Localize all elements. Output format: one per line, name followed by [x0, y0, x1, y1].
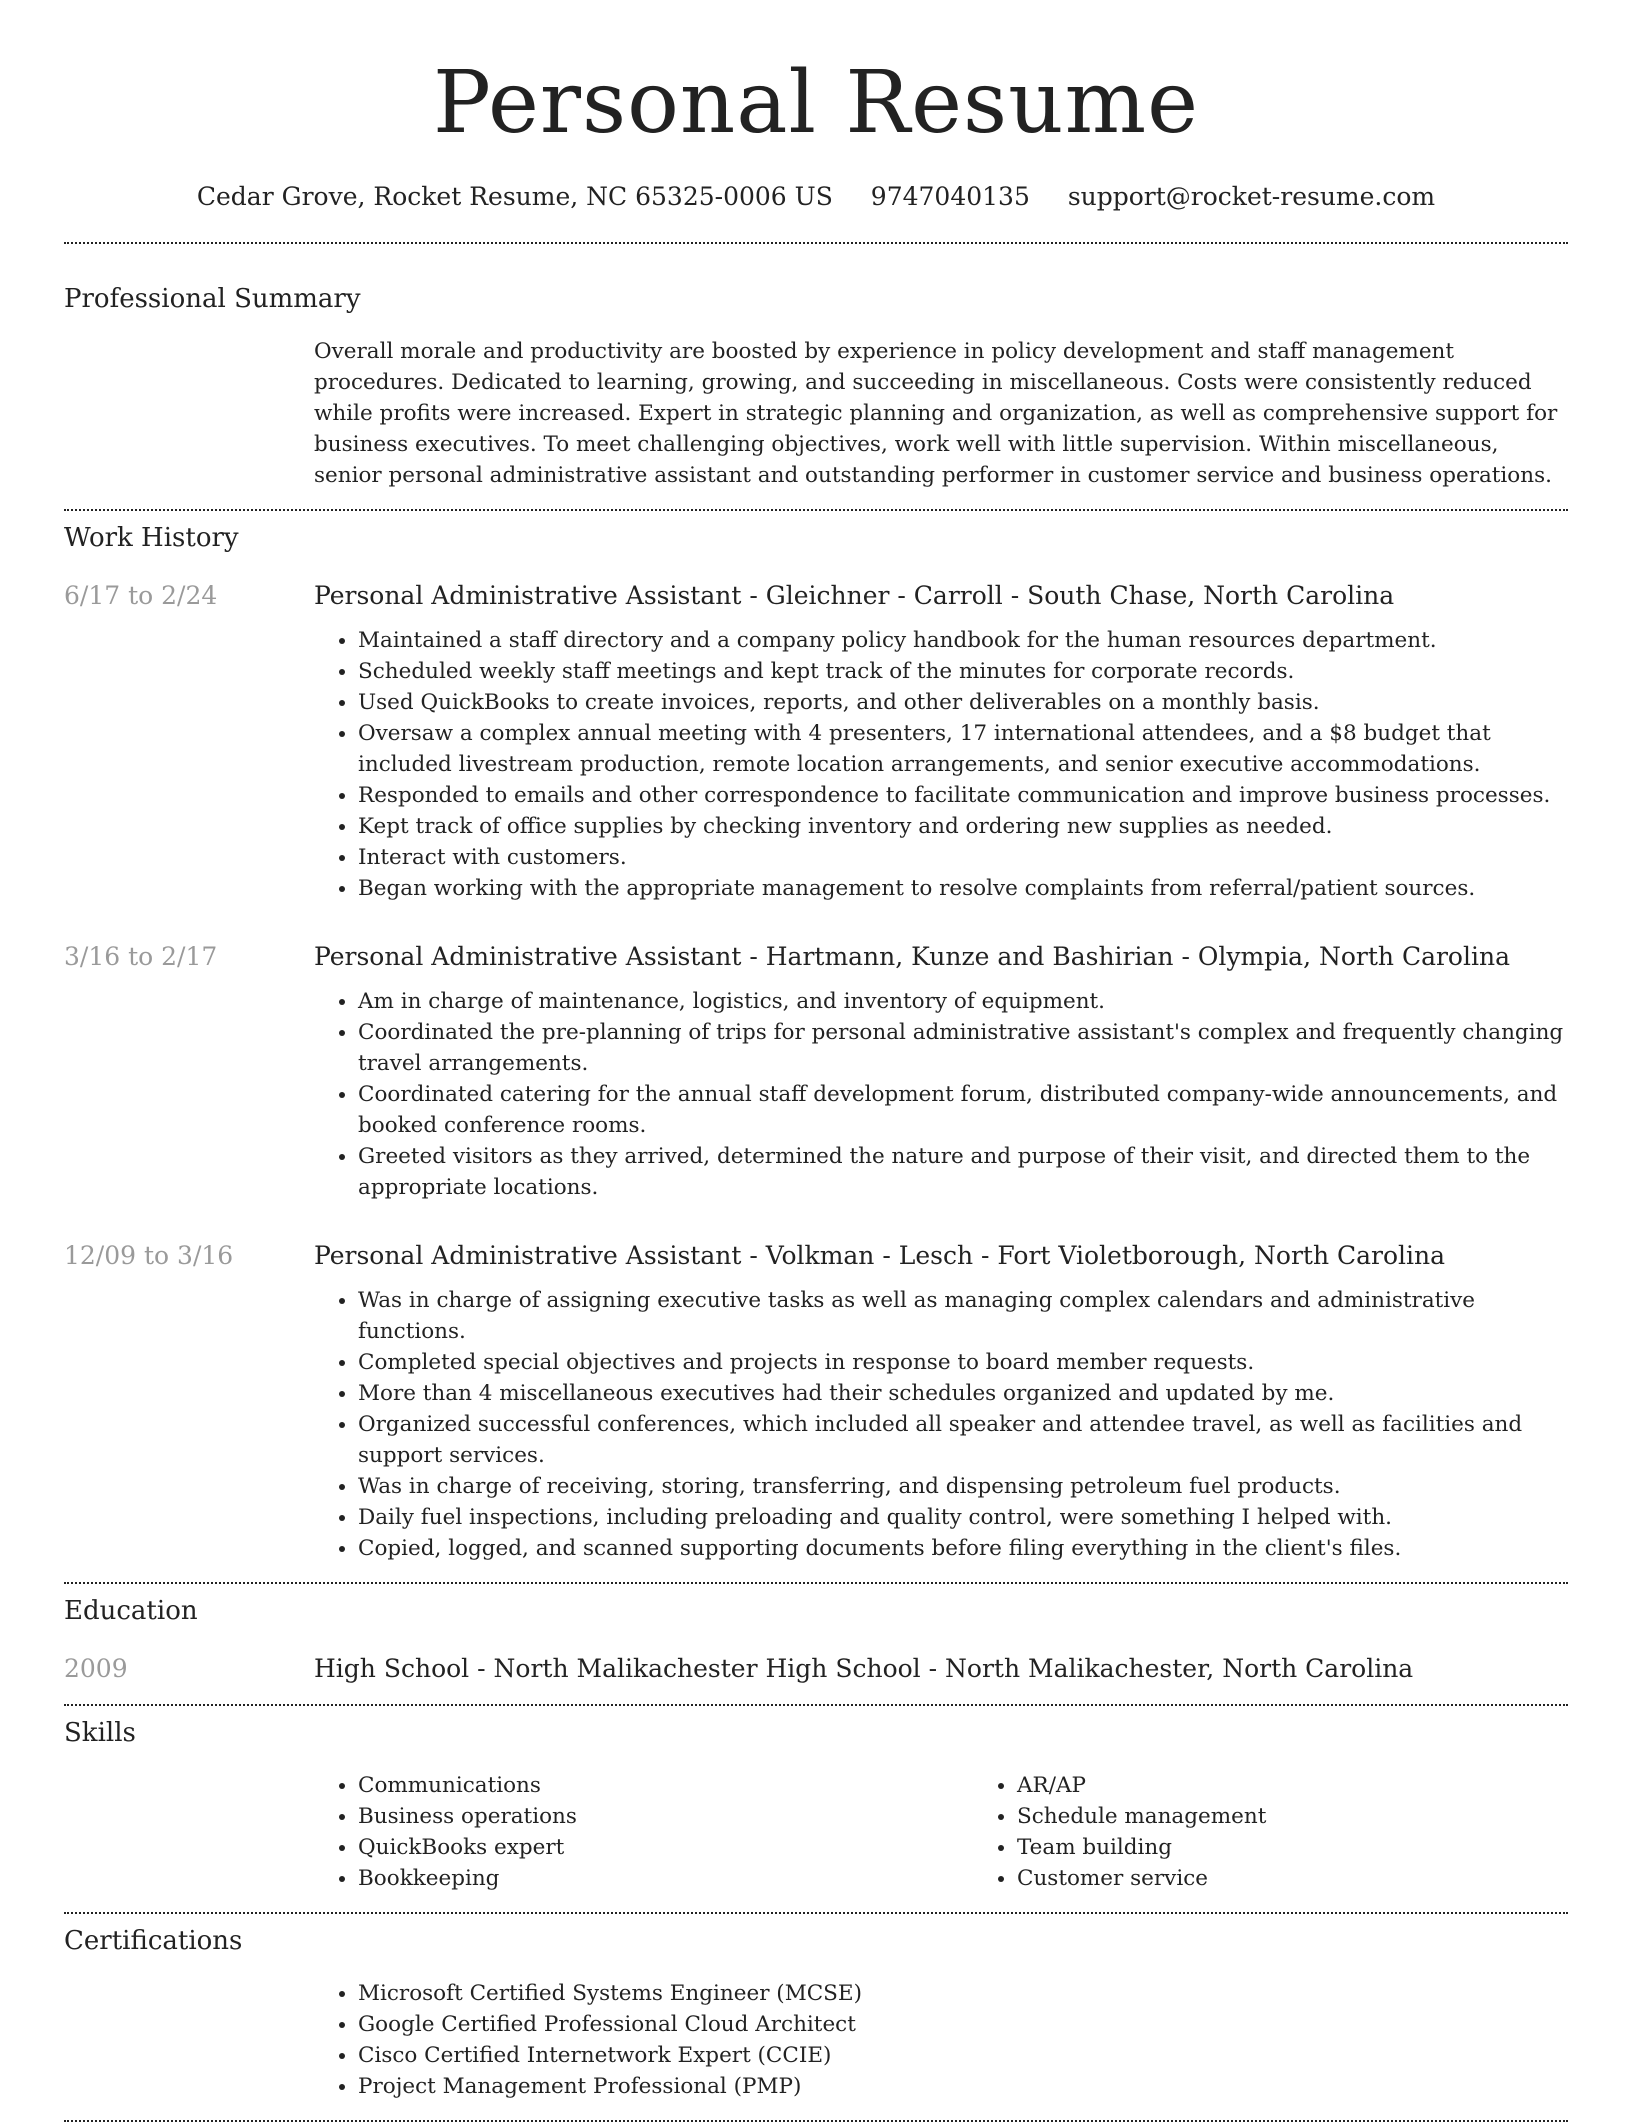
divider: [64, 1912, 1568, 1914]
job-title: Personal Administrative Assistant - Gleichner - Carroll - South Chase, North Carolina: [314, 581, 1395, 610]
section-heading: Certifications: [64, 1926, 243, 1956]
job-bullets: [314, 625, 1568, 904]
certification-item: • Cisco Certified Internetwork Expert (CCIE): [358, 2040, 1568, 2071]
certifications-section: [64, 1924, 1568, 2102]
job-bullets: [314, 1285, 1568, 1564]
certification-item: • Microsoft Certified Systems Engineer (MCSE): [358, 1978, 1568, 2009]
work-history-section: [64, 521, 1568, 1564]
education-year: 2009: [64, 1654, 128, 1683]
skill-item: • Team building: [1017, 1832, 1632, 1863]
skills-list-1: [314, 1770, 973, 1894]
job-bullet: • Was in charge of assigning executive tasks as well as managing complex calendars and administrative functions.: [358, 1285, 1568, 1347]
address: Cedar Grove, Rocket Resume, NC 65325-0006 US: [196, 182, 833, 211]
job-bullet: • Copied, logged, and scanned supporting documents before filing everything in the client's files.: [358, 1533, 1568, 1564]
skill-item: • Bookkeeping: [358, 1863, 973, 1894]
job-bullet: • Kept track of office supplies by checking inventory and ordering new supplies as needed.: [358, 811, 1568, 842]
job-bullet: • Daily fuel inspections, including preloading and quality control, were something I helped with.: [358, 1502, 1568, 1533]
job-bullet: • Began working with the appropriate management to resolve complaints from referral/patient sources.: [358, 873, 1568, 904]
skill-item: • Schedule management: [1017, 1801, 1632, 1832]
section-heading: Professional Summary: [64, 284, 361, 314]
certification-item: • Project Management Professional (PMP): [358, 2071, 1568, 2102]
job-bullet: • Oversaw a complex annual meeting with 4 presenters, 17 international attendees, and a $8 budget that included livestream production, remote location arrangements, and senior executive accommodations.: [358, 718, 1568, 780]
summary-section: [64, 282, 1568, 491]
job-entry: [64, 940, 1568, 1203]
job-title: Personal Administrative Assistant - Hartmann, Kunze and Bashirian - Olympia, North Carolina: [314, 942, 1510, 971]
job-entry: [64, 579, 1568, 904]
certification-item: • Google Certified Professional Cloud Architect: [358, 2009, 1568, 2040]
skill-item: • AR/AP: [1017, 1770, 1632, 1801]
job-bullet: • Completed special objectives and projects in response to board member requests.: [358, 1347, 1568, 1378]
skill-item: • Customer service: [1017, 1863, 1632, 1894]
job-dates: 12/09 to 3/16: [64, 1241, 234, 1270]
job-bullet: • Scheduled weekly staff meetings and kept track of the minutes for corporate records.: [358, 656, 1568, 687]
certifications-list: [314, 1978, 1568, 2102]
job-title: Personal Administrative Assistant - Volkman - Lesch - Fort Violetborough, North Carolina: [314, 1241, 1446, 1270]
job-bullet: • Responded to emails and other correspondence to facilitate communication and improve business processes.: [358, 780, 1568, 811]
divider: [64, 1704, 1568, 1706]
skill-item: • QuickBooks expert: [358, 1832, 973, 1863]
job-bullet: • Coordinated catering for the annual staff development forum, distributed company-wide announcements, and booked conference rooms.: [358, 1079, 1568, 1141]
skills-columns: [314, 1770, 1632, 1894]
section-heading: Work History: [64, 523, 239, 553]
summary-text: Overall morale and productivity are boosted by experience in policy development and staff management procedures. Dedicated to learning, growing, and succeeding in miscellaneous. Costs were consistently reduced while profits were increased. Expert in strategic planning and organization, as well as comprehensive support for business executives. To meet challenging objectives, work well with little supervision. Within miscellaneous, senior personal administrative assistant and outstanding performer in customer service and business operations.: [314, 339, 1558, 488]
divider: [64, 242, 1568, 244]
job-dates: 6/17 to 2/24: [64, 581, 218, 610]
skill-item: • Business operations: [358, 1801, 973, 1832]
page-title: Personal Resume: [432, 53, 1200, 153]
job-entry: [64, 1239, 1568, 1564]
skills-section: [64, 1716, 1568, 1894]
job-bullet: • Greeted visitors as they arrived, determined the nature and purpose of their visit, and directed them to the appropriate locations.: [358, 1141, 1568, 1203]
resume-page: [64, 0, 1568, 2122]
job-bullet: • More than 4 miscellaneous executives had their schedules organized and updated by me.: [358, 1378, 1568, 1409]
job-bullet: • Organized successful conferences, which included all speaker and attendee travel, as well as facilities and support services.: [358, 1409, 1568, 1471]
job-bullet: • Used QuickBooks to create invoices, reports, and other deliverables on a monthly basis.: [358, 687, 1568, 718]
job-bullet: • Interact with customers.: [358, 842, 1568, 873]
job-bullet: • Was in charge of receiving, storing, transferring, and dispensing petroleum fuel products.: [358, 1471, 1568, 1502]
education-title: High School - North Malikachester High School - North Malikachester, North Carolina: [314, 1654, 1414, 1683]
job-list: [64, 579, 1568, 1564]
job-bullet: • Am in charge of maintenance, logistics, and inventory of equipment.: [358, 986, 1568, 1017]
phone: 9747040135: [870, 182, 1030, 211]
email: support@rocket-resume.com: [1067, 182, 1436, 211]
contact-line: [64, 180, 1568, 214]
education-section: [64, 1594, 1568, 1686]
job-dates: 3/16 to 2/17: [64, 942, 218, 971]
divider: [64, 1582, 1568, 1584]
job-bullet: • Maintained a staff directory and a company policy handbook for the human resources department.: [358, 625, 1568, 656]
job-bullet: • Coordinated the pre-planning of trips for personal administrative assistant's complex and frequently changing travel arrangements.: [358, 1017, 1568, 1079]
skills-list-2: [973, 1770, 1632, 1894]
section-heading: Skills: [64, 1718, 136, 1748]
section-heading: Education: [64, 1596, 198, 1626]
skill-item: • Communications: [358, 1770, 973, 1801]
job-bullets: [314, 986, 1568, 1203]
divider: [64, 509, 1568, 511]
